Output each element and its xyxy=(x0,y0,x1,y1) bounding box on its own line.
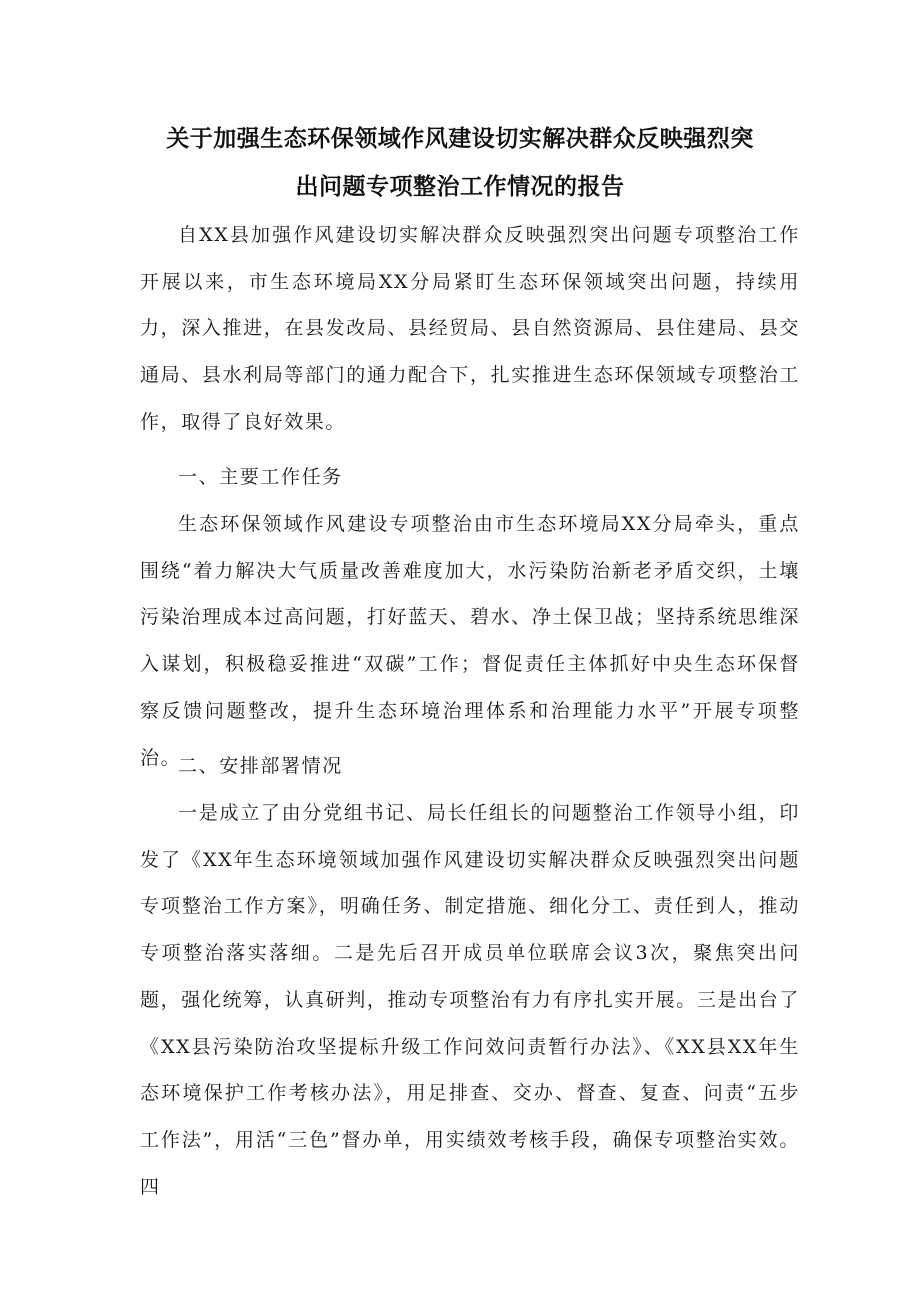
document-title-line-1: 关于加强生态环保领域作风建设切实解决群众反映强烈突 xyxy=(166,126,754,152)
main-tasks-paragraph: 生态环保领域作风建设专项整治由市生态环境局XX分局牵头，重点围绕“着力解决大气质量改善难度加大，水污染防治新老矛盾交织，土壤污染治理成本过高问题，打好蓝天、碧水、净土保卫战；坚持系统思维深入谋划，积极稳妥推进“双碳”工作；督促责任主体抓好中央生态环保督察反馈问题整改，提升生态环境治理体系和治理能力水平”开展专项整治。 xyxy=(140,513,800,769)
section-heading-main-tasks: 一、主要工作任务 xyxy=(178,466,343,488)
arrangement-paragraph: 一是成立了由分党组书记、局长任组长的问题整治工作领导小组，印发了《XX年生态环境领域加强作风建设切实解决群众反映强烈突出问题专项整治工作方案》，明确任务、制定措施、细化分工、责任到人，推动专项整治落实落细。二是先后召开成员单位联席会议3次，聚焦突出问题，强化统筹，认真研判，推动专项整治有力有序扎实开展。三是出台了《XX县污染防治攻坚提标升级工作问效问责暂行办法》、《XX县XX年生态环境保护工作考核办法》，用足排查、交办、督查、复查、问责“五步工作法”，用活“三色”督办单，用实绩效考核手段，确保专项整治实效。四 xyxy=(140,802,800,1198)
intro-paragraph: 自XX县加强作风建设切实解决群众反映强烈突出问题专项整治工作开展以来，市生态环境局XX分局紧盯生态环保领域突出问题，持续用力，深入推进，在县发改局、县经贸局、县自然资源局、县住建局、县交通局、县水利局等部门的通力配合下，扎实推进生态环保领域专项整治工作，取得了良好效果。 xyxy=(140,224,800,433)
section-heading-arrangement: 二、安排部署情况 xyxy=(178,755,343,777)
document-title-line-2: 出问题专项整治工作情况的报告 xyxy=(295,174,625,200)
